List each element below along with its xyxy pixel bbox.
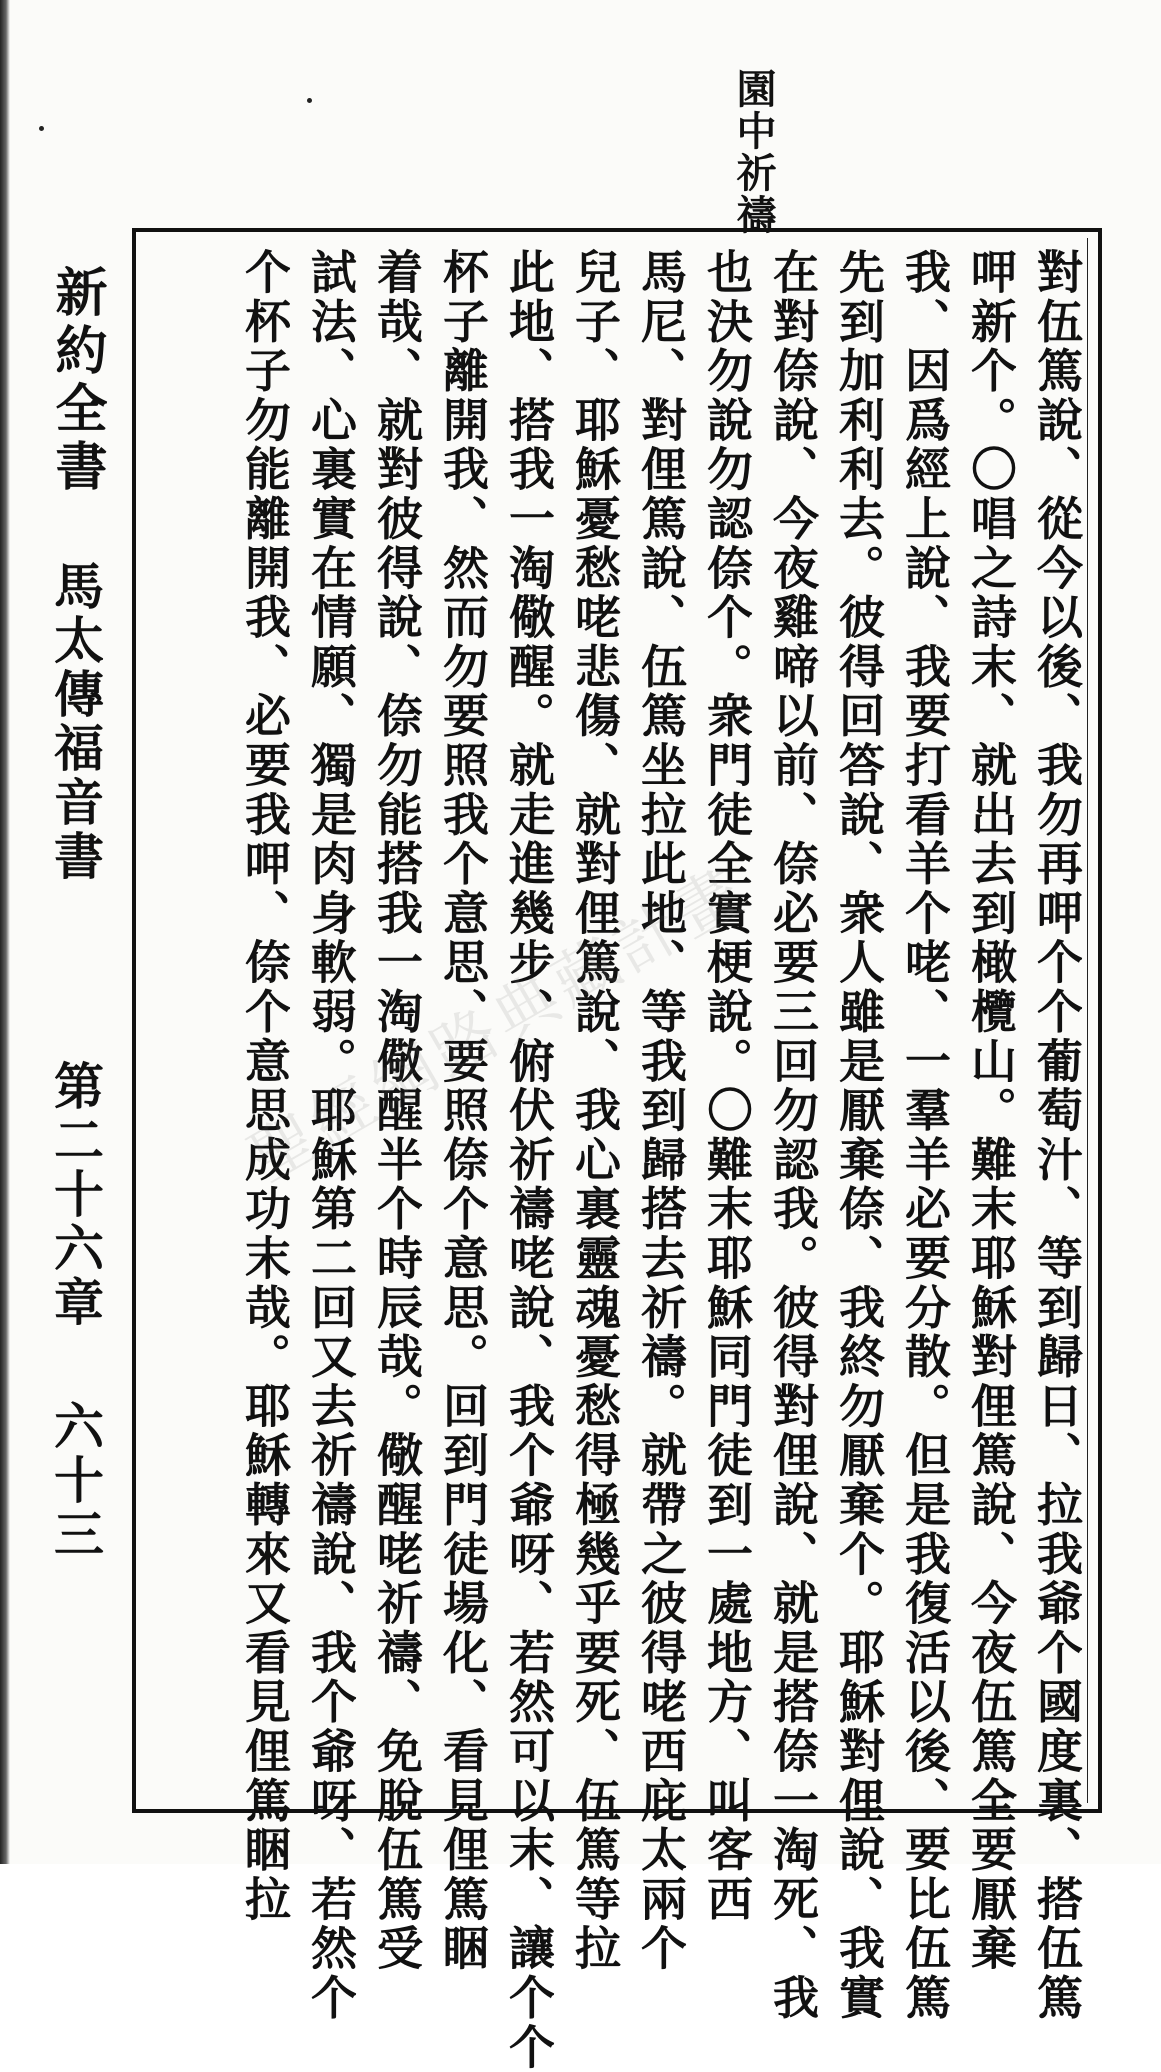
text-column-13: 个杯子勿能離開我、必要我呷、倷个意思成功末哉。耶穌轉來又看見俚篤睏拉 (238, 248, 292, 1925)
text-column-4: 先到加利利去。彼得回答說、衆人雖是厭棄倷、我終勿厭棄个。耶穌對俚說、我實 (832, 248, 886, 2023)
margin-page-number: 六十三 (46, 1400, 105, 1562)
text-column-12: 試法、心裏實在情願、獨是肉身軟弱。耶穌第二回又去祈禱說、我个爺呀、若然个 (304, 248, 358, 2023)
frame-inner-rule (1087, 238, 1088, 1803)
text-column-10: 杯子離開我、然而勿要照我个意思、要照倷个意思。回到門徒場化、看見俚篤睏 (436, 248, 490, 1974)
text-column-2: 呷新个。〇唱之詩末、就出去到橄欖山。難末耶穌對俚篤說、今夜伍篤全要厭棄 (964, 248, 1018, 1974)
margin-chapter-label: 第二十六章 (46, 1060, 105, 1330)
text-column-7: 馬尼、對俚篤說、伍篤坐拉此地、等我到歸搭去祈禱。就帶之彼得咾西庇太兩个 (634, 248, 688, 1974)
watermark: 聖經網路典藏計畫 (237, 852, 760, 1198)
running-head: 園中祈禱 (730, 68, 777, 236)
text-column-6: 也決勿說勿認倷个。衆門徒全實梗說。〇難末耶穌同門徒到一處地方、叫客西 (700, 248, 754, 1925)
text-column-9: 此地、搭我一淘儆醒。就走進幾步、俯伏祈禱咾說、我个爺呀、若然可以末、讓个个 (502, 248, 556, 2072)
text-column-1: 對伍篤說、從今以後、我勿再呷个个葡萄汁、等到歸日、拉我爺个國度裏、搭伍篤 (1030, 248, 1084, 2023)
margin-book-short-title: 新約全書 (46, 265, 107, 497)
text-column-5: 在對倷說、今夜雞啼以前、倷必要三回勿認我。彼得對俚說、就是搭倷一淘死、我 (766, 248, 820, 2023)
ink-speck (39, 126, 44, 131)
text-column-3: 我、因爲經上說、我要打看羊个咾、一羣羊必要分散。但是我復活以後、要比伍篤 (898, 248, 952, 2023)
ink-speck (307, 98, 312, 103)
margin-book-full-title: 馬太傳福音書 (46, 560, 105, 884)
text-column-8: 兒子、耶穌憂愁咾悲傷、就對俚篤說、我心裏靈魂憂愁得極幾乎要死、伍篤等拉 (568, 248, 622, 1974)
page-binding-shadow (0, 0, 10, 1864)
text-column-11: 着哉、就對彼得說、倷勿能搭我一淘儆醒半个時辰哉。儆醒咾祈禱、免脫伍篤受 (370, 248, 424, 1974)
